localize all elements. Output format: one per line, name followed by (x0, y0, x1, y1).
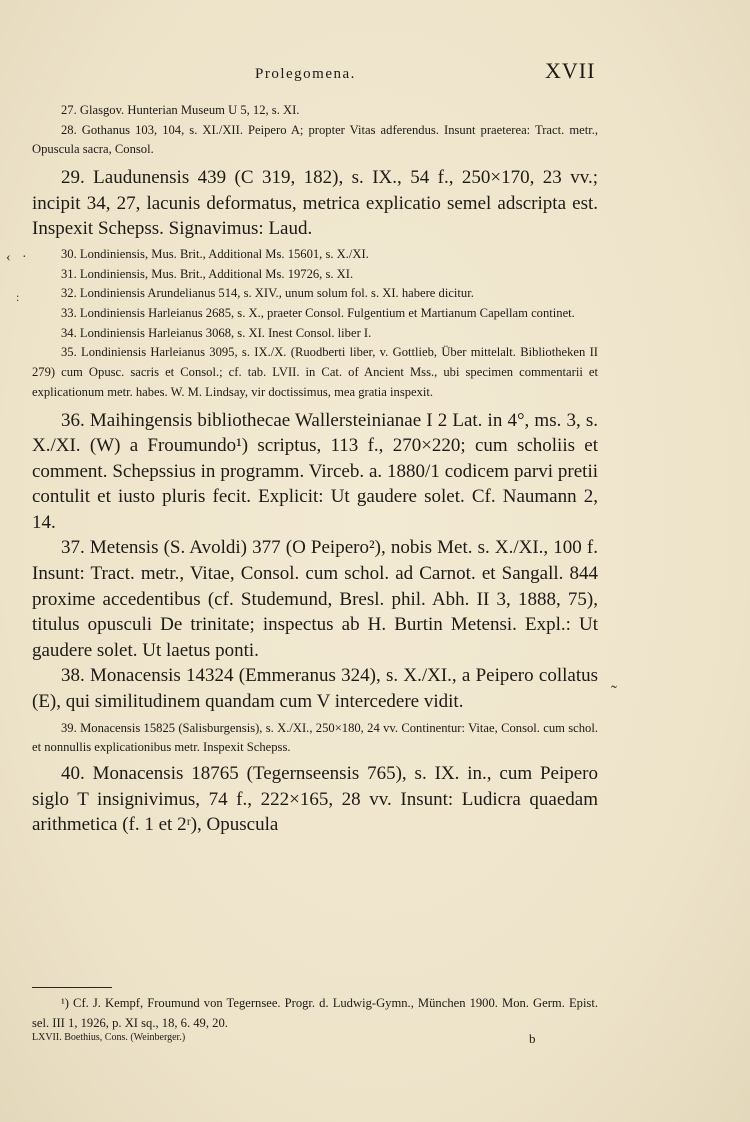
entry-32: 32. Londiniensis Arundelianus 514, s. XIV., unum solum fol. s. XI. habere dicitur. (61, 286, 474, 301)
entry-31: 31. Londiniensis, Mus. Brit., Additional Ms. 19726, s. XI. (61, 266, 354, 281)
gathering-letter: b (529, 1031, 536, 1046)
entry-35: 35. Londiniensis Harleianus 3095, s. IX./X. (Ruodberti liber, v. Gottlieb, Über mittelalt. Bibliotheken II 279) cum Opusc. sacris et Consol.; cf. tab. LVII. in Cat. of Ancient Mss., ubi specimen commentarii et explicationum metr. habes. W. M. Lindsay, vir doctissimus, mea gratia inspexit. (32, 345, 598, 399)
margin-mark: : (16, 290, 20, 304)
margin-mark: ˜ (611, 682, 617, 702)
footnote: ¹) Cf. J. Kempf, Froumund von Tegernsee. Progr. d. Ludwig-Gymn., München 1900. Mon. Germ. Epist. sel. III 1, 1926, p. XI sq., 18, 6. 49, 20. (32, 996, 598, 1030)
entry-34: 34. Londiniensis Harleianus 3068, s. XI. Inest Consol. liber I. (61, 325, 372, 340)
entry-33: 33. Londiniensis Harleianus 2685, s. X., praeter Consol. Fulgentium et Martianum Capellam continet. (61, 306, 575, 320)
entry-37: 37. Metensis (S. Avoldi) 377 (O Peipero²), nobis Met. s. X./XI., 100 f. Insunt: Tract. metr., Vitae, Consol. cum schol. ad Carnot. et Sangall. 844 proxime accedentibus (cf. Studemund, Bresl. phil. Abh. II 3, 1888, 75), titulus opusculi De trinitate; inspectus ab H. Burtin Metensi. Expl.: Ut gaudere solet. Ut laetus ponti. (32, 537, 598, 661)
entry-27: 27. Glasgov. Hunterian Museum U 5, 12, s. XI. (61, 103, 300, 117)
entry-36: 36. Maihingensis bibliothecae Wallersteinianae I 2 Lat. in 4°, ms. 3, s. X./XI. (W) a Froumundo¹) scriptus, 113 f., 270×220; cum scholiis et comment. Schepssius in programm. Virceb. a. 1880/1 codicem parvi pretii contulit et iusto pluris fecit. Explicit: Ut gaudere solet. Cf. Naumann 2, 14. (32, 409, 598, 533)
signature-line (32, 1032, 598, 1050)
margin-mark: · (22, 250, 27, 265)
page-body (32, 101, 598, 838)
signature-mark: LXVII. Boethius, Cons. (Weinberger.) (32, 1032, 186, 1043)
entry-28: 28. Gothanus 103, 104, s. XI./XII. Peipero A; propter Vitas adferendus. Insunt praeterea: Tract. metr., Opuscula sacra, Consol. (32, 122, 598, 157)
entry-30: 30. Londiniensis, Mus. Brit., Additional Ms. 15601, s. X./XI. (61, 246, 369, 261)
entry-38: 38. Monacensis 14324 (Emmeranus 324), s. X./XI., a Peipero collatus (E), qui similitudinem quandam cum V intercedere vidit. (32, 665, 598, 713)
running-header (0, 58, 750, 88)
header-title: Prolegomena. (255, 66, 356, 82)
margin-mark: ‹ (6, 250, 11, 265)
entry-29: 29. Laudunensis 439 (C 319, 182), s. IX., 54 f., 250×170, 23 vv.; incipit 34, 27, lacunis deformatus, metrica explicatio semel adscripta est. Inspexit Schepss. Signavimus: Laud. (32, 167, 598, 240)
footnote-divider (32, 987, 112, 988)
page-number: XVII (545, 58, 596, 83)
entry-40: 40. Monacensis 18765 (Tegernseensis 765), s. IX. in., cum Peipero siglo T insignivimus, 74 f., 222×165, 28 vv. Insunt: Ludicra quaedam arithmetica (f. 1 et 2ʳ), Opuscula (32, 763, 598, 836)
entry-39: 39. Monacensis 15825 (Salisburgensis), s. X./XI., 250×180, 24 vv. Continentur: Vitae, Consol. cum schol. et nonnullis explicationibus metr. Inspexit Schepss. (32, 720, 598, 755)
